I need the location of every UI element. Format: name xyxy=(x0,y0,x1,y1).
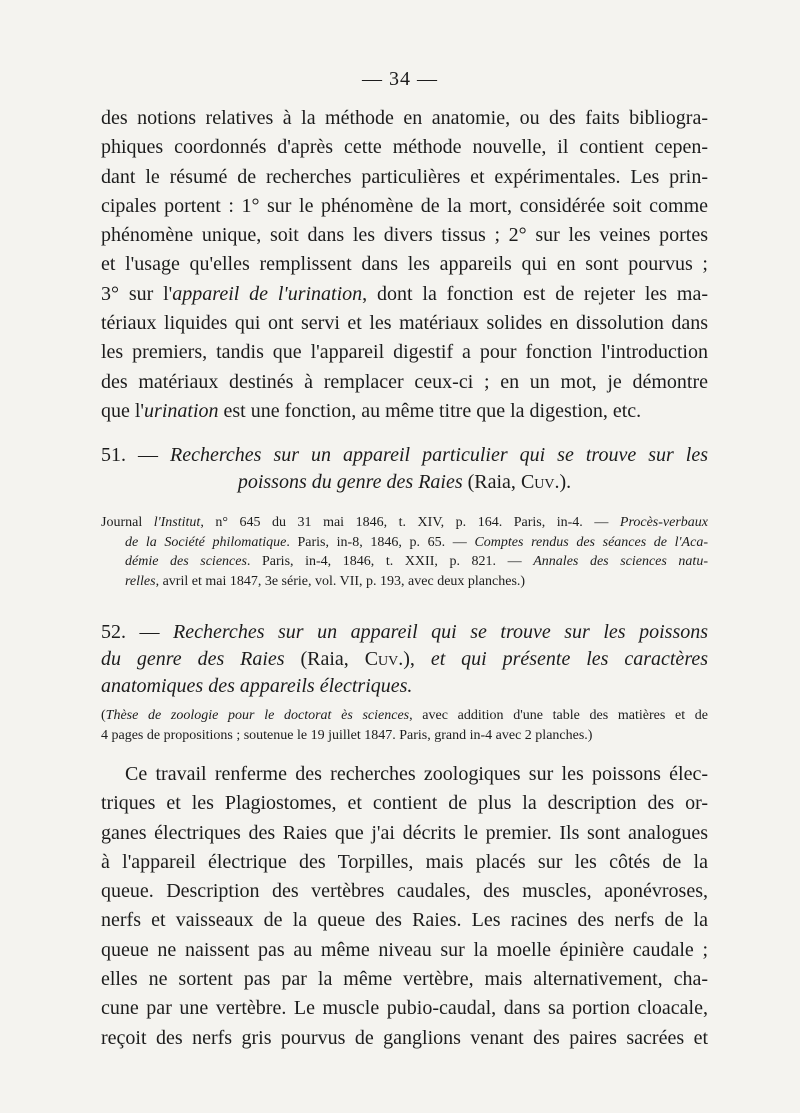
text-line: nerfs et vaisseaux de la queue des Raies. Les racines des nerfs de la xyxy=(101,909,708,932)
entry-52-title xyxy=(101,619,708,700)
italic-term: l'Institut xyxy=(153,515,201,530)
italic-term: urination xyxy=(144,399,219,422)
text-line: queue. Description des vertèbres caudales, des muscles, aponévroses, xyxy=(101,880,708,903)
text-line xyxy=(101,673,708,700)
italic-term: Comptes rendus des séances de l'Aca- xyxy=(474,534,708,550)
text-line: dant le résumé de recherches particulières et expérimentales. Les prin- xyxy=(101,165,708,188)
text-line: les premiers, tandis que l'appareil digestif a pour fonction l'introduction xyxy=(101,341,708,364)
text-line xyxy=(101,619,708,646)
author-abbrev: Cuv. xyxy=(364,648,404,670)
entry-52-references xyxy=(101,706,708,745)
text-fragment: ( xyxy=(101,708,106,723)
italic-term: Procès-verbaux xyxy=(619,515,708,530)
text-line xyxy=(101,706,708,726)
page-number: — 34 — xyxy=(362,68,438,90)
text-line: phénomène unique, soit dans les divers tissus ; 2° sur les veines portes xyxy=(101,224,708,247)
text-line: des matériaux destinés à remplacer ceux-ci ; en un mot, je démontre xyxy=(101,370,708,393)
text-fragment: Journal xyxy=(101,515,154,530)
text-line: cune par une vertèbre. Le muscle pubio-caudal, dans sa portion cloacale, xyxy=(101,997,708,1020)
text-line xyxy=(101,572,708,592)
italic-term: Annales des sciences natu- xyxy=(533,554,708,569)
title-text: poissons du genre des Raies xyxy=(237,471,463,493)
entry-51-title xyxy=(101,442,708,496)
author-abbrev: Cuv. xyxy=(520,471,560,493)
italic-term: démie des sciences xyxy=(125,554,247,569)
italic-term: de la Société philomatique xyxy=(125,534,287,550)
text-line: queue ne naissent pas au même niveau sur la moelle épinière caudale ; xyxy=(101,938,708,961)
text-line: triques et les Plagiostomes, et contient de plus la description des or- xyxy=(101,792,708,815)
text-fragment: (Raia, xyxy=(462,471,521,493)
text-fragment: (Raia, xyxy=(284,648,365,670)
text-line: ganes électriques des Raies que j'ai décrits le premier. Ils sont analogues xyxy=(101,821,708,844)
text-line xyxy=(101,469,708,496)
text-line: à l'appareil électrique des Torpilles, mais placés sur les côtés de la xyxy=(101,850,708,873)
text-line xyxy=(101,646,708,673)
text-line: cipales portent : 1° sur le phénomène de la mort, considérée soit comme xyxy=(101,194,708,217)
text-line xyxy=(101,442,708,469)
text-fragment: . Paris, in-4, 1846, t. XXII, p. 821. — xyxy=(246,554,534,569)
text-fragment: 3° sur l' xyxy=(101,282,173,305)
text-line: 4 pages de propositions ; soutenue le 19 juillet 1847. Paris, grand in-4 avec 2 planches.) xyxy=(101,727,593,743)
italic-term: Thèse de zoologie pour le doctorat ès sciences xyxy=(105,708,410,723)
entry-number: 51. — xyxy=(101,444,171,466)
title-text: anatomiques des appareils électriques. xyxy=(101,675,413,697)
text-line: et l'usage qu'elles remplissent dans les appareils qui en sont pourvus ; xyxy=(101,253,708,276)
text-fragment: ). xyxy=(559,471,572,493)
italic-term: appareil de l'urination xyxy=(172,282,363,305)
text-line: reçoit des nerfs gris pourvus de ganglions venant des paires sacrées et xyxy=(101,1026,708,1049)
text-line: phiques coordonnés d'après cette méthode nouvelle, il contient cepen- xyxy=(101,136,708,159)
text-line xyxy=(101,552,708,572)
text-line: Ce travail renferme des recherches zoologiques sur les poissons élec- xyxy=(125,763,708,785)
title-text: Recherches sur un appareil particulier qui se trouve sur les xyxy=(170,444,709,466)
text-fragment: . Paris, in-8, 1846, p. 65. — xyxy=(286,534,475,550)
title-text: et qui présente les caractères xyxy=(430,648,709,670)
body-paragraph xyxy=(101,760,708,1053)
text-fragment: , dont la fonction est de rejeter les ma- xyxy=(362,282,708,305)
title-text: du genre des Raies xyxy=(101,648,285,670)
intro-paragraph xyxy=(101,104,708,426)
text-line: des notions relatives à la méthode en anatomie, ou des faits bibliogra- xyxy=(101,107,708,129)
entry-51-references xyxy=(101,513,708,591)
text-line: elles ne sortent pas par la même vertèbre, mais alternativement, cha- xyxy=(101,968,708,991)
title-text: Recherches sur un appareil qui se trouve sur les poissons xyxy=(173,621,709,643)
text-line: tériaux liquides qui ont servi et les matériaux solides en dissolution dans xyxy=(101,312,708,335)
entry-number: 52. — xyxy=(101,621,174,643)
text-line xyxy=(101,513,708,533)
text-line xyxy=(101,280,708,309)
text-line xyxy=(101,533,708,553)
text-fragment: ), xyxy=(403,648,431,670)
text-fragment: est une fonction, au même titre que la digestion, etc. xyxy=(218,399,642,422)
text-fragment: que l' xyxy=(101,399,145,422)
text-fragment: , avec addition d'une table des matières et de xyxy=(409,708,708,723)
italic-term: relles xyxy=(125,573,156,589)
text-fragment: , n° 645 du 31 mai 1846, t. XIV, p. 164. Paris, in-4. — xyxy=(200,515,620,530)
text-line xyxy=(101,397,708,426)
text-fragment: , avril et mai 1847, 3e série, vol. VII, p. 193, avec deux planches.) xyxy=(155,573,526,589)
